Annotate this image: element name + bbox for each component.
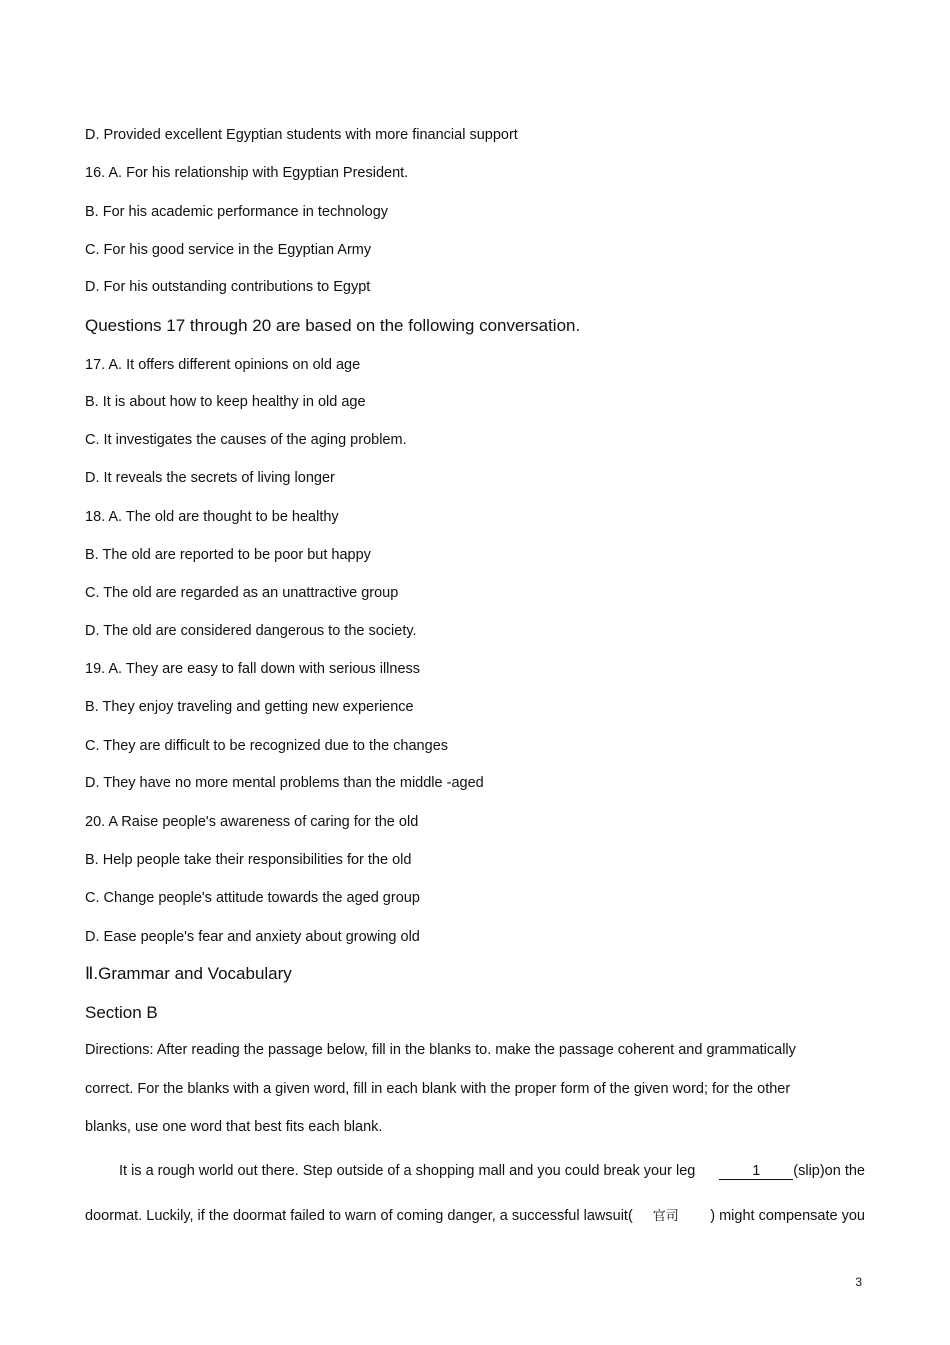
option-16-d: D. For his outstanding contributions to Egypt [85,279,371,295]
passage-line-1-end: (slip)on the [793,1163,865,1179]
passage-line-2 [85,1207,865,1226]
directions-line-1: Directions: After reading the passage below, fill in the blanks to. make the passage coherent and grammatically [85,1042,796,1058]
questions-17-20-heading: Questions 17 through 20 are based on the following conversation. [85,316,581,335]
passage-line-1-blank-group [719,1162,865,1180]
passage-line-2-row [85,1207,865,1226]
passage-line-1 [85,1162,865,1180]
option-16-c: C. For his good service in the Egyptian Army [85,242,372,258]
option-18-d: D. The old are considered dangerous to the society. [85,623,417,639]
passage-line-2-end: ) might compensate you [710,1208,865,1224]
question-17-option-a: 17. A. It offers different opinions on old age [85,357,361,373]
option-18-c: C. The old are regarded as an unattractive group [85,585,399,601]
page-number: 3 [855,1275,862,1289]
option-17-c: C. It investigates the causes of the aging problem. [85,432,407,448]
option-17-d: D. It reveals the secrets of living longer [85,470,335,486]
directions-line-3: blanks, use one word that best fits each blank. [85,1119,383,1135]
section-b-heading: Section B [85,1003,158,1022]
option-19-c: C. They are difficult to be recognized due to the changes [85,738,449,754]
option-20-c: C. Change people's attitude towards the aged group [85,890,420,906]
question-18-option-a: 18. A. The old are thought to be healthy [85,509,339,525]
option-20-b: B. Help people take their responsibilities for the old [85,852,412,868]
directions-line-2: correct. For the blanks with a given word, fill in each blank with the proper form of the given word; for the other [85,1081,791,1097]
option-18-b: B. The old are reported to be poor but happy [85,547,371,563]
question-19-option-a: 19. A. They are easy to fall down with serious illness [85,661,421,677]
passage-line-2-start: doormat. Luckily, if the doormat failed to warn of coming danger, a successful lawsuit( [85,1208,633,1224]
option-20-d: D. Ease people's fear and anxiety about growing old [85,929,420,945]
blank-1: 1 [719,1164,793,1180]
option-16-b: B. For his academic performance in technology [85,204,389,220]
passage-line-1-text: It is a rough world out there. Step outside of a shopping mall and you could break your leg [119,1163,696,1179]
passage-line-1-row [119,1162,865,1180]
option-15-d: D. Provided excellent Egyptian students with more financial support [85,127,518,143]
question-16-option-a: 16. A. For his relationship with Egyptian President. [85,165,409,181]
passage-line-2-cjk-gloss: 官司 [652,1209,679,1224]
passage-line-2-text [85,1207,685,1226]
option-19-d: D. They have no more mental problems than the middle -aged [85,775,484,791]
question-20-option-a: 20. A Raise people's awareness of caring for the old [85,814,419,830]
option-17-b: B. It is about how to keep healthy in old age [85,394,366,410]
section-grammar-vocabulary-heading: Ⅱ.Grammar and Vocabulary [85,964,292,983]
option-19-b: B. They enjoy traveling and getting new experience [85,699,414,715]
